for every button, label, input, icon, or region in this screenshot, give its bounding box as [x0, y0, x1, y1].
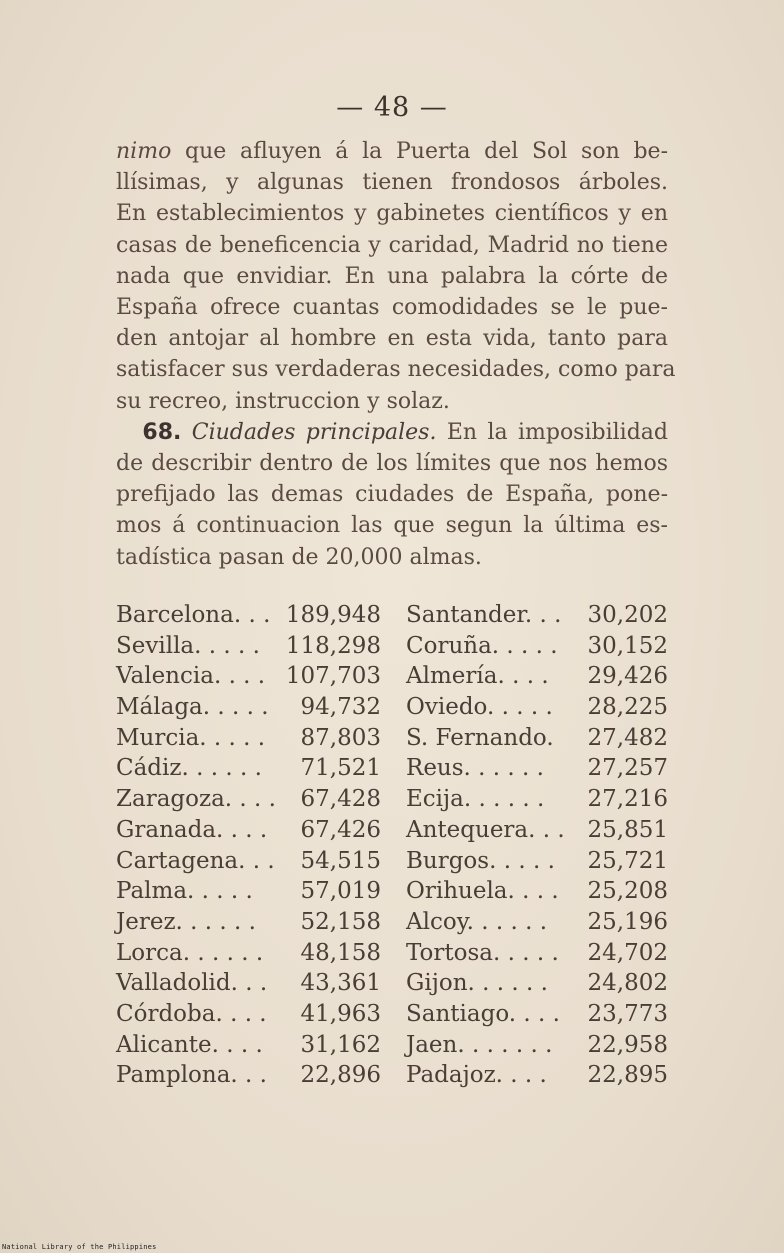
city-population: 67,428 [300, 786, 381, 813]
city-population: 107,703 [285, 663, 381, 690]
city-population: 30,152 [587, 632, 668, 659]
city-population: 94,732 [300, 694, 381, 721]
page-number: — 48 — [336, 92, 448, 123]
city-name: Lorca. . . . . . [116, 939, 264, 966]
table-row [116, 631, 668, 662]
city-name: Palma. . . . . [116, 878, 253, 905]
city-population: 25,208 [587, 878, 668, 905]
city-population: 48,158 [300, 939, 381, 966]
table-row [116, 876, 668, 907]
city-name: Antequera. . . [406, 816, 565, 843]
city-name: S. Fernando. [406, 724, 554, 751]
table-row [116, 1060, 668, 1091]
table-row [116, 784, 668, 815]
city-name: Sevilla. . . . . [116, 632, 260, 659]
city-name: Santander. . . [406, 602, 562, 628]
city-name: Málaga. . . . . [116, 694, 269, 721]
table-row [116, 999, 668, 1030]
city-population: 54,515 [300, 847, 381, 874]
city-population: 24,702 [587, 939, 668, 966]
table-row [116, 753, 668, 784]
table-row [116, 1030, 668, 1061]
section-heading-line [116, 417, 668, 448]
paragraph-line: nada que envidiar. En una palabra la córte de [116, 263, 668, 289]
city-name: Valencia. . . . [116, 663, 266, 690]
city-name: Cádiz. . . . . . [116, 755, 262, 782]
city-name: Ecija. . . . . . [406, 786, 545, 813]
city-name: Granada. . . . [116, 816, 268, 843]
city-population: 28,225 [587, 694, 668, 721]
city-population: 23,773 [587, 1000, 668, 1027]
city-population: 29,426 [587, 663, 668, 690]
city-population: 31,162 [300, 1031, 381, 1058]
city-name: Jerez. . . . . . [116, 908, 256, 935]
paragraph-line: casas de beneficencia y caridad, Madrid no tiene [116, 232, 668, 258]
table-row [116, 661, 668, 692]
section-line: tadística pasan de 20,000 almas. [116, 544, 482, 570]
table-row [116, 692, 668, 723]
city-population: 30,202 [587, 602, 668, 628]
city-name: Pamplona. . . [116, 1062, 267, 1089]
city-population: 57,019 [300, 878, 381, 905]
section-number: 68. [142, 419, 182, 445]
city-name: Cartagena. . . [116, 847, 275, 874]
city-name: Reus. . . . . . [406, 755, 544, 782]
table-row [116, 600, 668, 631]
section-line: de describir dentro de los límites que nos hemos [116, 451, 668, 477]
city-population: 189,948 [285, 602, 381, 628]
section-line: prefijado las demas ciudades de España, pone- [116, 482, 668, 508]
body-text [116, 136, 676, 573]
city-name: Tortosa. . . . . [406, 939, 559, 966]
city-name: Padajoz. . . . [406, 1062, 547, 1089]
table-row [116, 968, 668, 999]
city-population: 43,361 [300, 970, 381, 997]
city-name: Murcia. . . . . [116, 724, 266, 751]
city-name: Valladolid. . . [116, 970, 268, 997]
city-population: 22,896 [300, 1062, 381, 1089]
table-row [116, 815, 668, 846]
city-name: Oviedo. . . . . [406, 694, 553, 721]
city-population: 67,426 [300, 816, 381, 843]
paragraph-line: llísimas, y algunas tienen frondosos árboles. [116, 170, 668, 196]
section-first-line: En la imposibilidad [446, 419, 668, 445]
city-name: Burgos. . . . . [406, 847, 555, 874]
city-name: Santiago. . . . [406, 1000, 560, 1027]
table-row [116, 723, 668, 754]
table-row [116, 938, 668, 969]
section-title: Ciudades principales. [191, 419, 437, 445]
city-population: 71,521 [300, 755, 381, 782]
paragraph-line [116, 136, 668, 167]
city-name: Alicante. . . . [116, 1031, 263, 1058]
paragraph-line: den antojar al hombre en esta vida, tanto para [116, 326, 668, 352]
paragraph-line: En establecimientos y gabinetes científicos y en [116, 201, 668, 227]
paragraph-line: satisfacer sus verdaderas necesidades, como para [116, 357, 676, 383]
city-name: Almería. . . . [406, 663, 549, 690]
table-row [116, 907, 668, 938]
city-population: 27,257 [587, 755, 668, 782]
city-name: Zaragoza. . . . [116, 786, 276, 813]
city-name: Jaen. . . . . . . [406, 1031, 553, 1058]
city-population: 25,851 [587, 816, 668, 843]
section-line: mos á continuacion las que segun la última es- [116, 513, 668, 539]
table-row [116, 846, 668, 877]
city-name: Coruña. . . . . [406, 632, 558, 659]
library-credit: National Library of the Philippines [2, 1243, 157, 1251]
city-population: 87,803 [300, 724, 381, 751]
city-name: Gijon. . . . . . [406, 970, 548, 997]
city-name: Alcoy. . . . . . [406, 908, 548, 935]
paragraph-line: España ofrece cuantas comodidades se le pue- [116, 295, 668, 321]
city-population: 22,895 [587, 1062, 668, 1089]
city-population: 22,958 [587, 1031, 668, 1058]
city-population: 24,802 [587, 970, 668, 997]
city-population: 41,963 [300, 1000, 381, 1027]
city-name: Barcelona. . . [116, 602, 271, 628]
paragraph-line-rest: que afluyen á la Puerta del Sol son be- [185, 139, 668, 164]
cities-population-table [116, 600, 668, 1091]
city-name: Córdoba. . . . [116, 1000, 267, 1027]
city-population: 25,196 [587, 908, 668, 935]
paragraph-line: su recreo, instruccion y solaz. [116, 388, 450, 414]
italic-word: nimo [116, 139, 172, 164]
city-population: 27,216 [587, 786, 668, 813]
city-population: 52,158 [300, 908, 381, 935]
city-population: 27,482 [587, 724, 668, 751]
city-population: 25,721 [587, 847, 668, 874]
city-population: 118,298 [285, 632, 381, 659]
city-name: Orihuela. . . . [406, 878, 559, 905]
